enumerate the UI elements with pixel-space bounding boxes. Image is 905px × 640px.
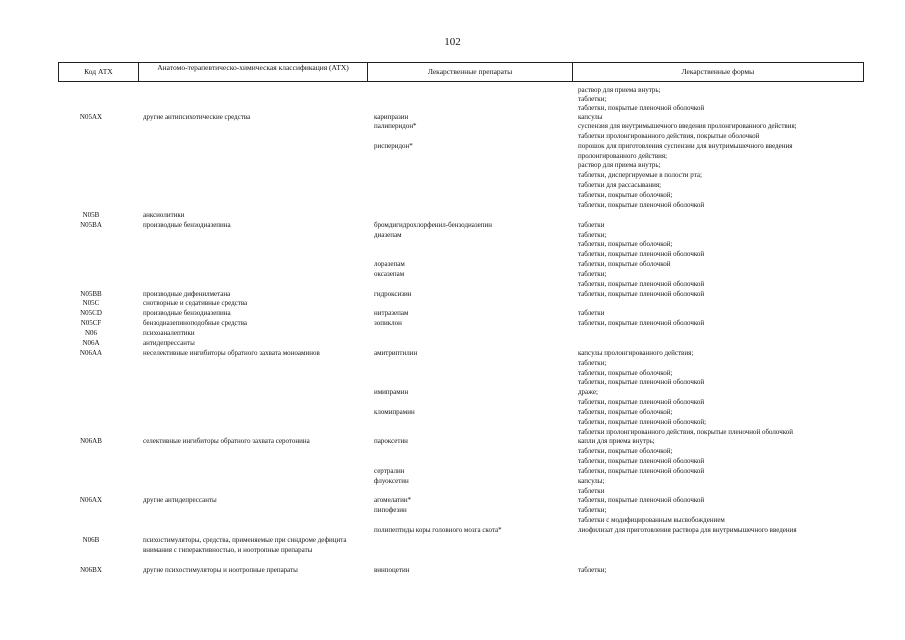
table-row: [0, 210, 905, 220]
cell-form: таблетки для рассасывания;: [578, 181, 662, 189]
cell-form: таблетки, покрытые пленочной оболочкой: [578, 467, 705, 475]
table-row: [0, 180, 905, 190]
cell-drug: оксазепам: [374, 270, 405, 278]
table-row: [0, 515, 905, 525]
cell-classification: антидепрессанты: [143, 339, 195, 347]
table-row: [0, 535, 905, 554]
cell-form: таблетки;: [578, 95, 607, 103]
cell-classification: психоаналептики: [143, 329, 195, 337]
cell-form: таблетки, покрытые пленочной оболочкой: [578, 201, 705, 209]
cell-form: таблетки;: [578, 359, 607, 367]
cell-form: таблетки: [578, 221, 605, 229]
cell-code: N05CF: [80, 319, 102, 327]
table-row: [0, 456, 905, 466]
cell-form: таблетки, покрытые пленочной оболочкой: [578, 250, 705, 258]
table-row: [0, 279, 905, 289]
cell-form: таблетки, покрытые пленочной оболочкой: [578, 280, 705, 288]
table-row: [0, 298, 905, 308]
cell-form: раствор для приема внутрь;: [578, 161, 661, 169]
cell-form: таблетки, покрытые оболочкой: [578, 260, 671, 268]
cell-drug: диазепам: [374, 231, 402, 239]
table-row: [0, 121, 905, 131]
cell-form: таблетки;: [578, 566, 607, 574]
cell-classification: другие антипсихотические средства: [143, 113, 251, 121]
cell-form: таблетки, покрытые пленочной оболочкой: [578, 398, 705, 406]
cell-code: N05C: [82, 299, 100, 307]
table-row: [0, 495, 905, 505]
cell-form: таблетки пролонгированного действия, покрытые оболочкой: [578, 132, 760, 140]
cell-code: N05AX: [79, 113, 103, 121]
table-row: [0, 328, 905, 338]
header-drugs: Лекарственные препараты: [368, 63, 572, 81]
cell-drug: лоразепам: [374, 260, 405, 268]
table-row: [0, 377, 905, 387]
table-row: [0, 417, 905, 427]
table-row: [0, 525, 905, 535]
cell-drug: полипептиды коры головного мозга скота*: [374, 526, 502, 534]
table-row: [0, 190, 905, 200]
cell-drug: агомелатин*: [374, 496, 412, 504]
cell-form: капсулы: [578, 113, 603, 121]
table-row: [0, 358, 905, 368]
cell-drug: сертралин: [374, 467, 405, 475]
table-row: [0, 387, 905, 397]
cell-classification: анксиолитики: [143, 211, 185, 219]
table-row: [0, 466, 905, 476]
cell-classification: бензодиазепиноподобные средства: [143, 319, 248, 327]
cell-form: таблетки, покрытые пленочной оболочкой: [578, 378, 705, 386]
cell-form: драже;: [578, 388, 598, 396]
table-row: [0, 476, 905, 486]
cell-classification: производные бензодиазепина: [143, 221, 231, 229]
header-forms: Лекарственные формы: [681, 67, 755, 76]
table-row: [0, 160, 905, 170]
cell-drug: зопиклон: [374, 319, 402, 327]
cell-form: пролонгированного действия;: [578, 152, 668, 160]
cell-form: лиофилизат для приготовления раствора для внутримышечного введения: [578, 526, 797, 534]
cell-drug: карипразин: [374, 113, 409, 121]
table-row: [0, 407, 905, 417]
table-row: [0, 397, 905, 407]
cell-form: таблетки, покрытые оболочкой;: [578, 447, 673, 455]
cell-classification: производные дифенилметана: [143, 290, 231, 298]
cell-form: таблетки, покрытые оболочкой;: [578, 369, 673, 377]
cell-code: N05B: [82, 211, 100, 219]
table-row: [0, 348, 905, 358]
cell-classification: другие психостимуляторы и ноотропные препараты: [143, 566, 298, 574]
cell-form: порошок для приготовления суспензии для внутримышечного введения: [578, 142, 793, 150]
cell-classification: селективные ингибиторы обратного захвата серотонина: [143, 437, 310, 445]
cell-drug: гидроксизин: [374, 290, 412, 298]
table-row: [0, 200, 905, 210]
cell-form: таблетки с модифицированным высвобождением: [578, 516, 725, 524]
cell-classification: производные бензодиазепина: [143, 309, 231, 317]
table-row: [0, 446, 905, 456]
cell-drug: пароксетин: [374, 437, 408, 445]
cell-code: N05BB: [80, 290, 102, 298]
cell-drug: кломипрамин: [374, 408, 415, 416]
cell-form: суспензия для внутримышечного введения пролонгированного действия;: [578, 122, 797, 130]
table-row: [0, 220, 905, 230]
table-row: [0, 436, 905, 446]
cell-classification: неселективные ингибиторы обратного захвата моноаминов: [143, 349, 320, 357]
table-row: [0, 338, 905, 348]
table-row: [0, 318, 905, 328]
cell-form: таблетки, покрытые пленочной оболочкой: [578, 457, 705, 465]
cell-code: N06AB: [80, 437, 102, 445]
cell-form: таблетки, покрытые оболочкой;: [578, 408, 673, 416]
page-number: 102: [444, 36, 461, 48]
cell-form: капли для приема внутрь;: [578, 437, 655, 445]
cell-form: таблетки, покрытые пленочной оболочкой: [578, 104, 705, 112]
cell-drug: нитразепам: [374, 309, 409, 317]
cell-form: таблетки, покрытые пленочной оболочкой: [578, 319, 705, 327]
cell-drug: палиперидон*: [374, 122, 417, 130]
cell-form: капсулы;: [578, 477, 605, 485]
cell-form: таблетки;: [578, 231, 607, 239]
table-row: [0, 141, 905, 151]
cell-code: N06AA: [79, 349, 103, 357]
cell-code: N06: [84, 329, 98, 337]
cell-form: таблетки, покрытые пленочной оболочкой: [578, 290, 705, 298]
table-row: [0, 505, 905, 515]
cell-drug: амитриптилин: [374, 349, 418, 357]
header-classification: Анатомо-терапевтическо-химическая классификация (АТХ): [139, 63, 368, 81]
cell-drug: пипофезин: [374, 506, 407, 514]
cell-form: таблетки, покрытые пленочной оболочкой: [578, 496, 705, 504]
cell-classification: другие антидепрессанты: [143, 496, 217, 504]
cell-form: таблетки;: [578, 506, 607, 514]
cell-form: таблетки, диспергируемые в полости рта;: [578, 171, 702, 179]
table-row: [0, 249, 905, 259]
cell-drug: флуоксетин: [374, 477, 409, 485]
table-row: [0, 259, 905, 269]
cell-code: N06AX: [79, 496, 103, 504]
cell-form: таблетки: [578, 309, 605, 317]
cell-form: таблетки, покрытые пленочной оболочкой;: [578, 418, 707, 426]
table-row: [0, 565, 905, 575]
table-row: [0, 269, 905, 279]
cell-classification: психостимуляторы, средства, применяемые при синдроме дефицита внимания с гиперактивностью, и ноотропные препараты: [143, 536, 347, 554]
table-row: [0, 131, 905, 141]
cell-drug: рисперидон*: [374, 142, 413, 150]
cell-code: N06BX: [80, 566, 102, 574]
table-row: [0, 170, 905, 180]
cell-form: раствор для приема внутрь;: [578, 86, 661, 94]
cell-code: N06A: [82, 339, 100, 347]
cell-drug: винпоцетин: [374, 566, 410, 574]
cell-form: таблетки, покрытые оболочкой;: [578, 240, 673, 248]
cell-classification: снотворные и седативные средства: [143, 299, 248, 307]
table-row: [0, 308, 905, 318]
cell-code: N05BA: [80, 221, 102, 229]
cell-form: таблетки: [578, 487, 605, 495]
cell-form: таблетки пролонгированного действия, покрытые пленочной оболочкой: [578, 428, 794, 436]
cell-form: капсулы пролонгированного действия;: [578, 349, 694, 357]
cell-form: таблетки;: [578, 270, 607, 278]
cell-code: N06B: [82, 536, 100, 544]
header-code: Код АТХ: [59, 63, 139, 81]
cell-form: таблетки, покрытые оболочкой;: [578, 191, 673, 199]
table-row: [0, 239, 905, 249]
cell-drug: бромдигидрохлорфенил-бензодиазепин: [374, 221, 492, 229]
cell-code: N05CD: [80, 309, 102, 317]
cell-drug: имипрамин: [374, 388, 409, 396]
